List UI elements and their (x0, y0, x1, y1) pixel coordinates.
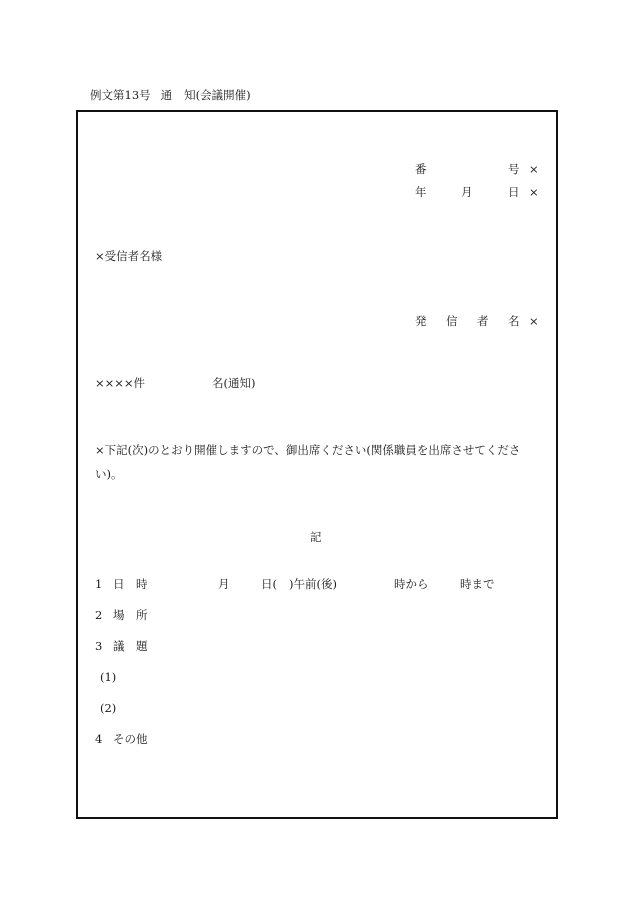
caption-tsuu: 通 (160, 88, 173, 102)
body-paragraph: ×下記(次)のとおり開催しますので、御出席ください(関係職員を出席させてください)。 (95, 443, 521, 481)
item-1-number: 1 (95, 577, 103, 591)
item-1-label-a: 日 (113, 577, 125, 591)
item-3-number: 3 (95, 639, 103, 653)
item-4-number: 4 (95, 732, 103, 746)
item-2-number: 2 (95, 608, 103, 622)
item-1-from: 時から (394, 577, 429, 591)
document-number-row (415, 162, 541, 176)
sender-name-row (415, 314, 541, 328)
item-1-until: 時まで (460, 577, 495, 591)
recipient-name: ×受信者名様 (95, 249, 163, 263)
document-date-row (415, 185, 541, 199)
item-3-label-b: 題 (136, 639, 148, 653)
sender-char-2: 信 (446, 314, 458, 328)
item-1-label-b: 時 (136, 577, 148, 591)
number-label-ban: 番 (415, 162, 427, 176)
item-1-day: 日( (261, 577, 277, 591)
item-3-sub-2: (2) (100, 701, 117, 715)
item-1-ampm: )午前(後) (289, 577, 337, 591)
sender-char-4: 名 (508, 314, 520, 328)
document-caption (90, 88, 251, 102)
caption-prefix: 例文第13号 (90, 88, 151, 102)
date-label-month: 月 (461, 185, 473, 199)
sender-mark: × (529, 314, 539, 328)
sender-char-3: 者 (477, 314, 489, 328)
sender-char-1: 発 (415, 314, 427, 328)
date-label-year: 年 (415, 185, 427, 199)
item-4-label: その他 (113, 732, 148, 746)
item-3-sub-1: (1) (100, 670, 117, 684)
caption-rest: 知(会議開催) (184, 88, 251, 102)
subject-prefix: ××××件 (95, 376, 146, 390)
item-1-month: 月 (218, 577, 230, 591)
number-label-gou: 号 (508, 162, 520, 176)
date-placeholder-mark: × (529, 185, 539, 199)
item-2-label-b: 所 (136, 608, 148, 622)
subject-suffix: 名(通知) (212, 376, 256, 390)
item-3-label-a: 議 (113, 639, 125, 653)
ki-heading: 記 (310, 530, 322, 544)
number-placeholder-mark: × (529, 162, 539, 176)
date-label-day: 日 (508, 185, 520, 199)
item-2-label-a: 場 (113, 608, 125, 622)
